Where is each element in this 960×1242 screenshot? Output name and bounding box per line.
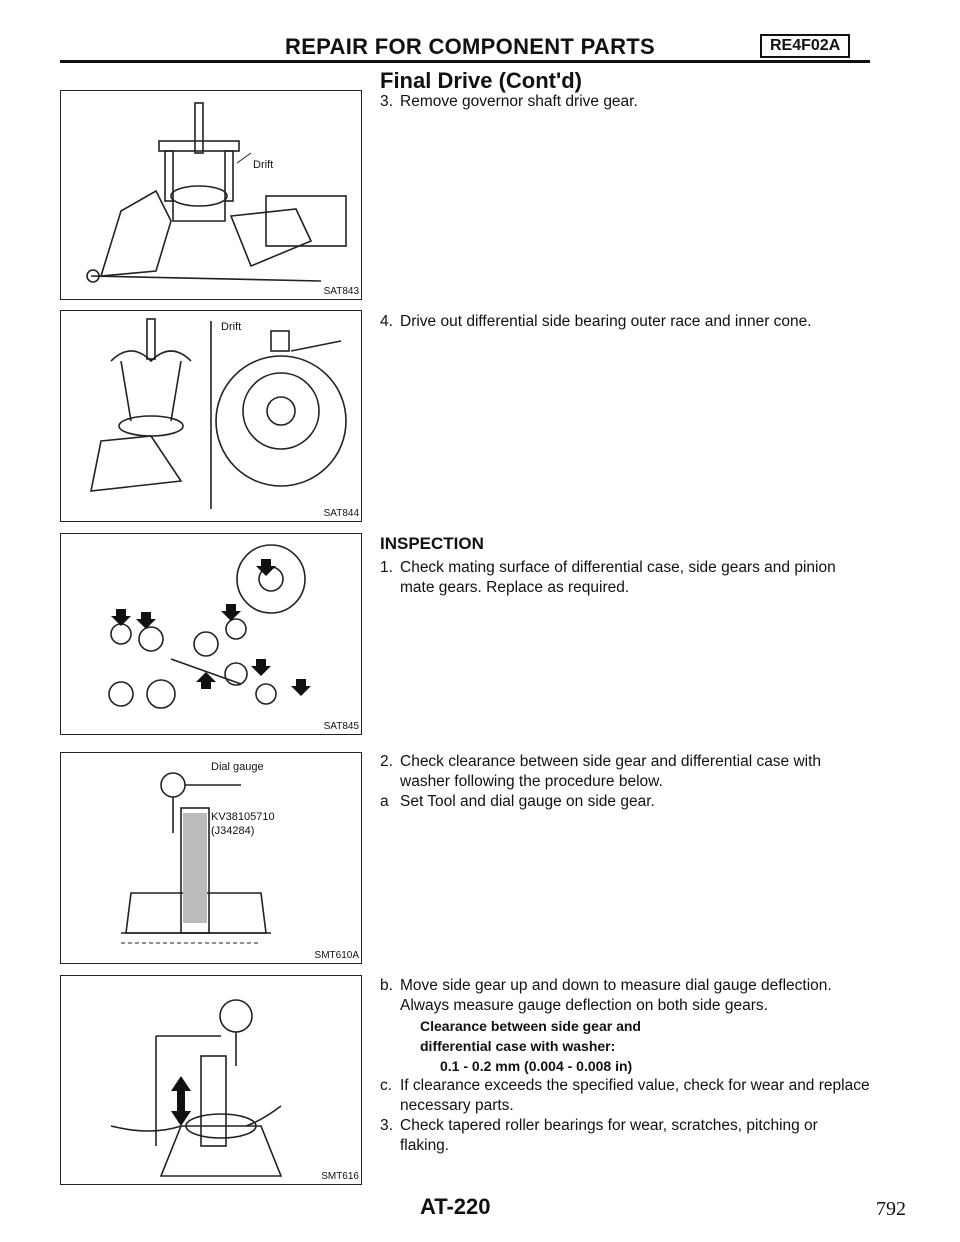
section-title: Final Drive (Cont'd)	[380, 68, 583, 93]
puller-illustration	[61, 91, 361, 299]
figure-id: SAT845	[323, 721, 359, 732]
step-4-drive-out-bearing: 4. Drive out differential side bearing outer race and inner cone.	[380, 313, 812, 330]
callout-drift: Drift	[221, 321, 242, 333]
inspection-section	[380, 534, 870, 598]
callout-tool-number: KV38105710	[211, 811, 275, 823]
dial-gauge-setup-illustration	[61, 753, 361, 963]
callout-tool-number-alt: (J34284)	[211, 825, 255, 837]
callout-drift: Drift	[253, 159, 274, 171]
inspection-step-b-block	[380, 976, 870, 1156]
spec-value: 0.1 - 0.2 mm (0.004 - 0.008 in)	[440, 1058, 633, 1074]
figure-id: SMT616	[321, 1171, 359, 1182]
figure-smt616	[60, 975, 362, 1185]
page-number: 792	[876, 1198, 906, 1220]
inspection-step-b: b. Move side gear up and down to measure dial gauge deflection. Always measure gauge deflection on both side gears.	[380, 977, 832, 1014]
gear-measurement-illustration	[61, 976, 361, 1184]
page-header-title: REPAIR FOR COMPONENT PARTS	[285, 34, 655, 59]
figure-sat843	[60, 90, 362, 300]
figure-smt610a	[60, 752, 362, 964]
page-label: AT-220	[420, 1194, 491, 1219]
inspection-step-a: a Set Tool and dial gauge on side gear.	[380, 793, 655, 810]
inspection-step-2: 2. Check clearance between side gear and differential case with washer following the procedure below.	[380, 753, 822, 790]
inspection-step-1: 1. Check mating surface of differential case, side gears and pinion mate gears. Replace as required.	[380, 559, 836, 596]
inspection-heading: INSPECTION	[380, 534, 484, 553]
header-divider	[60, 60, 870, 63]
gear-inspection-illustration	[61, 534, 361, 734]
figure-id: SMT610A	[314, 950, 359, 961]
figure-id: SAT843	[323, 286, 359, 297]
figure-sat845	[60, 533, 362, 735]
figure-id: SAT844	[323, 508, 359, 519]
step-3-remove-gear: 3. Remove governor shaft drive gear.	[380, 93, 638, 110]
inspection-step-2-block	[380, 752, 870, 812]
callout-dial-gauge: Dial gauge	[211, 761, 264, 773]
spec-label-line-1: Clearance between side gear and	[420, 1018, 641, 1034]
inspection-step-c: c. If clearance exceeds the specified value, check for wear and replace necessary parts.	[380, 1077, 870, 1114]
inspection-step-3: 3. Check tapered roller bearings for wear, scratches, pitching or flaking.	[380, 1117, 818, 1154]
figure-sat844	[60, 310, 362, 522]
model-code-badge: RE4F02A	[760, 34, 850, 58]
bearing-puller-illustration	[61, 311, 361, 521]
spec-label-line-2: differential case with washer:	[420, 1038, 616, 1054]
